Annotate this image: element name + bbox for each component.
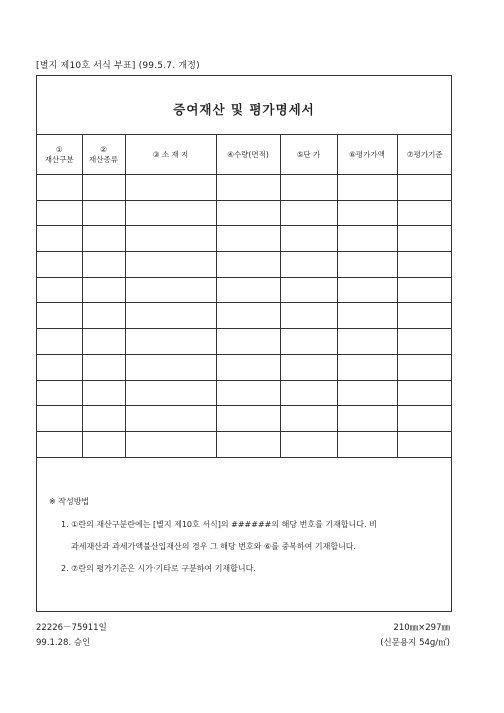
form-code: 22226－75911일 bbox=[36, 623, 107, 633]
table-cell bbox=[397, 175, 452, 201]
asset-table bbox=[37, 134, 452, 458]
table-cell bbox=[280, 406, 337, 432]
instructions bbox=[49, 496, 377, 585]
table-cell bbox=[37, 252, 82, 278]
table-cell bbox=[216, 406, 280, 432]
table-cell bbox=[125, 200, 216, 226]
table-cell bbox=[216, 329, 280, 355]
table-cell bbox=[37, 200, 82, 226]
footer-left bbox=[36, 621, 107, 651]
table-cell bbox=[216, 226, 280, 252]
table-cell bbox=[125, 226, 216, 252]
instruction-2: 2. ⑦란의 평가기준은 시가·기타로 구분하여 기재합니다. bbox=[61, 564, 256, 573]
paper-spec: (신문용지 54g/㎡) bbox=[380, 638, 450, 648]
column-header-asset-type: ② 재산종류 bbox=[82, 135, 125, 175]
table-cell bbox=[280, 226, 337, 252]
table-row bbox=[37, 354, 452, 380]
table-cell bbox=[37, 380, 82, 406]
table-cell bbox=[280, 277, 337, 303]
table-row bbox=[37, 380, 452, 406]
table-cell bbox=[280, 303, 337, 329]
table-row bbox=[37, 252, 452, 278]
table-cell bbox=[37, 406, 82, 432]
table-cell bbox=[337, 252, 397, 278]
table-cell bbox=[337, 354, 397, 380]
table-cell bbox=[397, 406, 452, 432]
table-cell bbox=[37, 431, 82, 457]
paper-size: 210㎜×297㎜ bbox=[393, 623, 450, 633]
column-header-quantity: ④수량(면적) bbox=[216, 135, 280, 175]
table-cell bbox=[397, 200, 452, 226]
table-cell bbox=[125, 406, 216, 432]
table-row bbox=[37, 226, 452, 252]
table-cell bbox=[397, 277, 452, 303]
table-cell bbox=[82, 354, 125, 380]
table-cell bbox=[37, 354, 82, 380]
table-cell bbox=[37, 175, 82, 201]
table-cell bbox=[37, 303, 82, 329]
instructions-title: ※ 작성방법 bbox=[49, 497, 90, 506]
table-cell bbox=[125, 431, 216, 457]
table-cell bbox=[337, 175, 397, 201]
table-cell bbox=[397, 226, 452, 252]
table-cell bbox=[82, 252, 125, 278]
form-box bbox=[36, 75, 452, 612]
table-cell bbox=[82, 175, 125, 201]
table-cell bbox=[82, 329, 125, 355]
table-cell bbox=[337, 406, 397, 432]
column-header-unit-price: ⑤단 가 bbox=[280, 135, 337, 175]
table-cell bbox=[37, 226, 82, 252]
table-row bbox=[37, 406, 452, 432]
table-cell bbox=[397, 380, 452, 406]
table-cell bbox=[125, 277, 216, 303]
table-cell bbox=[125, 329, 216, 355]
table-cell bbox=[337, 303, 397, 329]
table-cell bbox=[125, 252, 216, 278]
table-cell bbox=[397, 303, 452, 329]
table-cell bbox=[337, 200, 397, 226]
table-row bbox=[37, 175, 452, 201]
table-cell bbox=[216, 175, 280, 201]
table-cell bbox=[82, 226, 125, 252]
table-cell bbox=[280, 175, 337, 201]
table-cell bbox=[337, 431, 397, 457]
table-cell bbox=[82, 380, 125, 406]
table-cell bbox=[82, 277, 125, 303]
table-cell bbox=[337, 380, 397, 406]
table-cell bbox=[337, 226, 397, 252]
table-cell bbox=[216, 303, 280, 329]
column-header-appraised-value: ⑥평가가액 bbox=[337, 135, 397, 175]
table-cell bbox=[125, 354, 216, 380]
table-cell bbox=[216, 277, 280, 303]
table-cell bbox=[280, 200, 337, 226]
table-cell bbox=[280, 380, 337, 406]
table-cell bbox=[82, 200, 125, 226]
approval-date: 99.1.28. 승인 bbox=[36, 638, 91, 648]
table-cell bbox=[216, 354, 280, 380]
column-header-location: ③ 소 재 지 bbox=[125, 135, 216, 175]
table-cell bbox=[37, 277, 82, 303]
table-cell bbox=[216, 431, 280, 457]
table-row bbox=[37, 329, 452, 355]
table-cell bbox=[216, 200, 280, 226]
table-cell bbox=[397, 354, 452, 380]
column-header-valuation-basis: ⑦평가기준 bbox=[397, 135, 452, 175]
table-header-row bbox=[37, 135, 452, 175]
table-cell bbox=[337, 329, 397, 355]
form-title: 증여재산 및 평가명세서 bbox=[173, 102, 315, 117]
table-row bbox=[37, 431, 452, 457]
instruction-1-continued: 과세재산과 과세가액불산입재산의 경우 그 해당 번호와 ⑥를 중복하여 기재합니다. bbox=[71, 542, 357, 551]
table-cell bbox=[397, 329, 452, 355]
table-cell bbox=[280, 354, 337, 380]
table-cell bbox=[397, 431, 452, 457]
table-cell bbox=[37, 329, 82, 355]
table-cell bbox=[337, 277, 397, 303]
table-cell bbox=[125, 175, 216, 201]
column-header-asset-category: ① 재산구분 bbox=[37, 135, 82, 175]
instruction-1: 1. ①란의 재산구분란에는 [별지 제10호 서식]의 ######의 해당 번호를 기재합니다. 비 bbox=[61, 520, 377, 529]
footer-right bbox=[380, 621, 450, 651]
table-cell bbox=[280, 329, 337, 355]
table-row bbox=[37, 200, 452, 226]
table-cell bbox=[216, 380, 280, 406]
table-cell bbox=[125, 380, 216, 406]
table-cell bbox=[216, 252, 280, 278]
table-cell bbox=[82, 406, 125, 432]
table-cell bbox=[397, 252, 452, 278]
table-cell bbox=[82, 303, 125, 329]
form-header-note: [별지 제10호 서식 부표] (99.5.7. 개정) bbox=[36, 61, 200, 71]
table-row bbox=[37, 303, 452, 329]
table-cell bbox=[125, 303, 216, 329]
table-cell bbox=[280, 431, 337, 457]
table-cell bbox=[280, 252, 337, 278]
table-cell bbox=[82, 431, 125, 457]
table-row bbox=[37, 277, 452, 303]
